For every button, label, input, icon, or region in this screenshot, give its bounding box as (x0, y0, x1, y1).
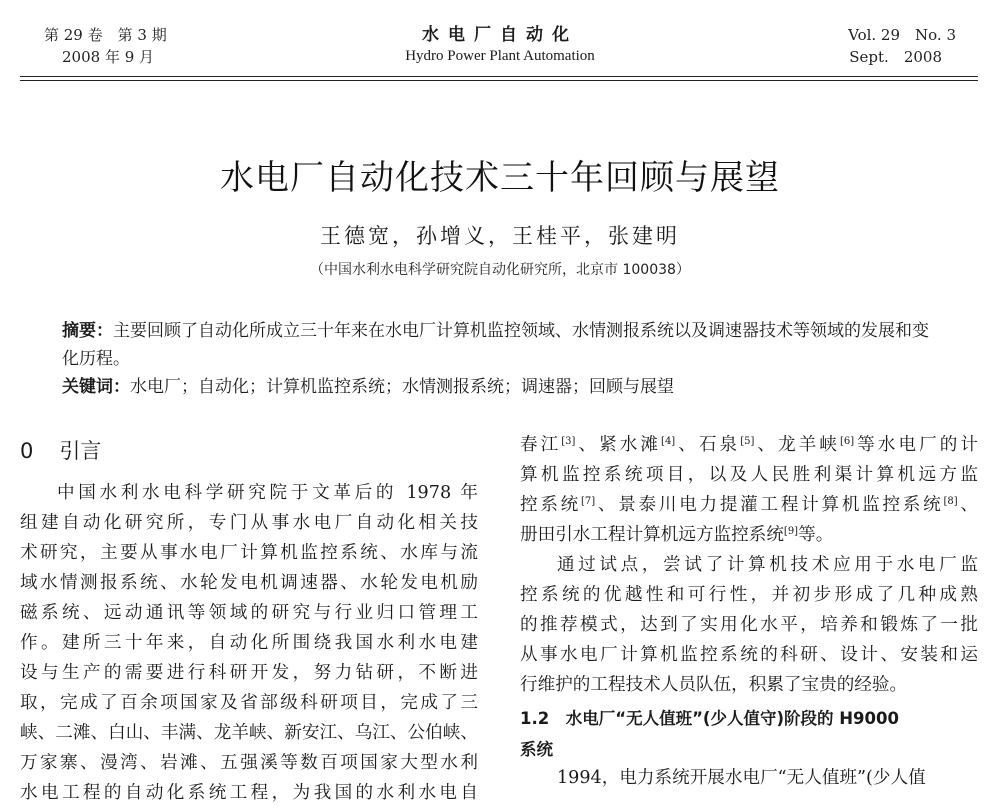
section-1-2-heading (520, 703, 978, 765)
header-rule-thin (20, 80, 978, 81)
body-line: 峡、二滩、白山、丰满、龙羊峡、新安江、乌江、公伯峡、 (20, 723, 478, 743)
left-column-paragraph (20, 478, 478, 808)
section-0-heading (20, 435, 101, 465)
citation-ref: [6] (839, 436, 855, 447)
section-heading-line: 1.2 水电厂“无人值班”(少人值守)阶段的 H9000 (520, 709, 899, 728)
body-line: 算机监控系统项目，以及人民胜利渠计算机远方监 (520, 465, 978, 485)
journal-title-en: Hydro Power Plant Automation (405, 48, 595, 64)
citation-ref: [3] (561, 436, 576, 447)
citation-ref: [5] (740, 436, 755, 447)
abstract-label: 摘要： (62, 321, 113, 341)
paper-title: 水电厂自动化技术三十年回顾与展望 (220, 158, 780, 198)
paper-affiliation: （中国水利水电科学研究院自动化研究所，北京市 100038） (310, 262, 690, 278)
body-line: 春江[3]、紧水滩[4]、石泉[5]、龙羊峡[6]等水电厂的计 (520, 435, 978, 455)
citation-ref: [7] (580, 496, 596, 507)
header-date: 2008 年 9 月 (62, 48, 155, 66)
body-line: 取，完成了百余项国家及省部级科研项目，完成了三 (20, 693, 478, 713)
body-line: 设与生产的需要进行科研开发，努力钻研，不断进 (20, 663, 478, 683)
keywords (62, 373, 942, 401)
body-line: 水电工程的自动化系统工程，为我国的水利水电自 (20, 783, 478, 803)
body-line: 控系统[7]、景泰川电力提灌工程计算机监控系统[8]、 (520, 495, 978, 515)
body-line: 册田引水工程计算机远方监控系统[9]等。 (520, 525, 834, 545)
citation-ref: [8] (943, 496, 958, 507)
citation-ref: [4] (661, 436, 676, 447)
abstract-text: 主要回顾了自动化所成立三十年来在水电厂计算机监控领域、水情测报系统以及调速器技术等领域的发展和变化历程。 (62, 321, 929, 369)
body-line: 中国水利水电科学研究院于文革后的 1978 年 (56, 483, 478, 503)
keywords-text: 水电厂；自动化；计算机监控系统；水情测报系统；调速器；回顾与展望 (130, 377, 674, 397)
journal-title-zh: 水电厂自动化 (422, 25, 578, 45)
body-line: 行维护的工程技术人员队伍，积累了宝贵的经验。 (520, 675, 908, 695)
header-volume-issue: 第 29 卷 第 3 期 (44, 26, 167, 44)
header-volume-en (848, 24, 956, 68)
body-line: 磁系统、远动通讯等领域的研究与行业归口管理工 (20, 603, 478, 623)
section-number: 0 (20, 439, 34, 463)
right-column-paragraph-2 (520, 550, 978, 700)
header-date-en: Sept. 2008 (849, 48, 942, 66)
citation-ref: [9] (783, 526, 799, 537)
body-line: 术研究，主要从事水电厂计算机监控系统、水库与流 (20, 543, 478, 563)
body-line: 的推荐模式，达到了实用化水平，培养和锻炼了一批 (520, 615, 978, 635)
header-vol-no: Vol. 29 No. 3 (848, 26, 956, 44)
abstract (62, 317, 942, 373)
section-title: 引言 (59, 439, 102, 463)
body-line: 作。建所三十年来，自动化所围绕我国水利水电建 (20, 633, 478, 653)
body-line: 控系统的优越性和可行性，并初步形成了几种成熟 (520, 585, 978, 605)
body-line: 从事水电厂计算机监控系统的科研、设计、安装和运 (520, 645, 978, 665)
body-line: 万家寨、漫湾、岩滩、五强溪等数百项国家大型水利 (20, 753, 478, 773)
body-line: 组建自动化研究所，专门从事水电厂自动化相关技 (20, 513, 478, 533)
paper-authors: 王德宽，孙增义，王桂平，张建明 (320, 224, 680, 248)
section-heading-line: 系统 (520, 740, 553, 759)
body-line: 通过试点，尝试了计算机技术应用于水电厂监 (556, 555, 978, 575)
body-line: 域水情测报系统、水轮发电机调速器、水轮发电机励 (20, 573, 478, 593)
right-column-paragraph-1 (520, 430, 978, 550)
header-rule-thick (20, 76, 978, 77)
keywords-label: 关键词： (62, 377, 130, 397)
body-line: 1994，电力系统开展水电厂“无人值班”(少人值 (556, 768, 926, 788)
